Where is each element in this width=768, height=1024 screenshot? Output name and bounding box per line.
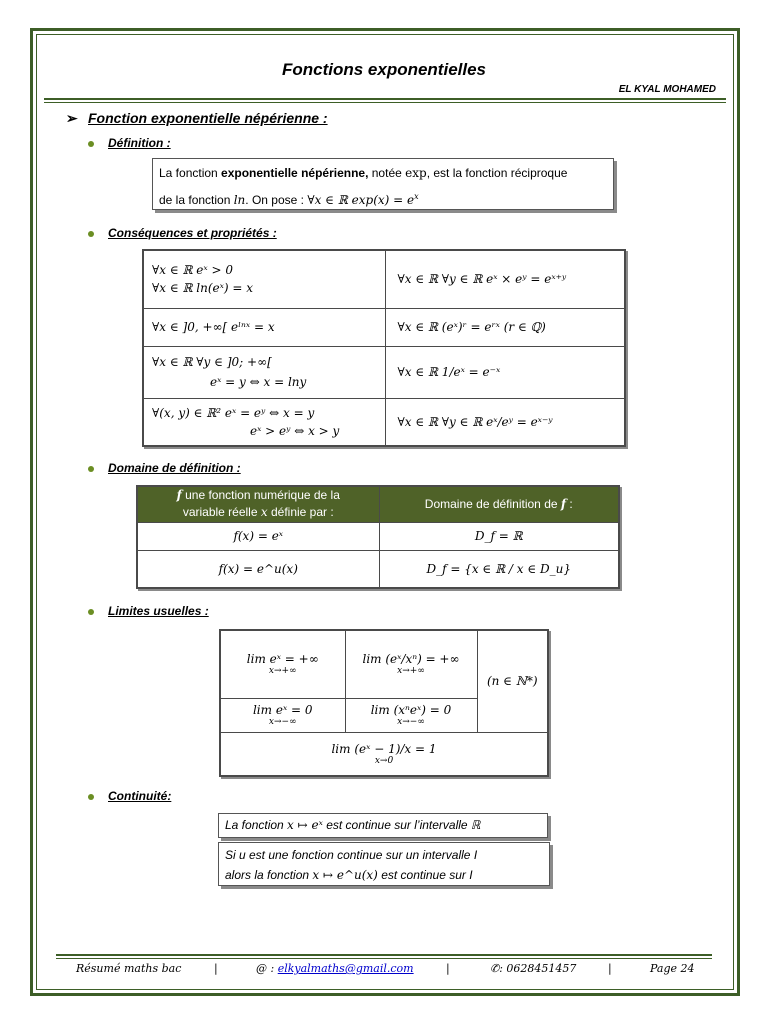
text: Domaine de définition de — [424, 497, 561, 512]
bullet-properties — [88, 226, 277, 240]
footer-left: Résumé maths bac — [76, 962, 182, 975]
author-name: EL KYAL MOHAMED — [618, 84, 716, 95]
text: La fonction — [159, 166, 222, 180]
continuity-box-1 — [218, 813, 548, 838]
text: de la fonction — [159, 193, 234, 207]
formula-subscript: x→−∞ — [268, 717, 297, 727]
formula-subscript: x→−∞ — [397, 717, 425, 727]
bullet-definition — [88, 136, 171, 150]
formula: (n ∈ ℕ*) — [477, 630, 548, 732]
bullet-dot-icon — [88, 466, 94, 472]
table-row — [143, 308, 625, 346]
text-line: Si u est une fonction continue sur un intervalle I — [225, 848, 478, 862]
formula: ∀x ∈ ℝ ∀y ∈ ℝ eˣ/eʸ = eˣ⁻ʸ — [385, 398, 625, 446]
text-line — [225, 865, 543, 885]
bullet-domain — [88, 461, 241, 475]
footer-email — [256, 962, 414, 975]
header-rule-thin — [44, 102, 726, 103]
text: une fonction numérique de la — [181, 488, 340, 503]
f-symbol: f — [560, 497, 567, 512]
formula: lim (eˣ − 1)/x = 1 — [331, 741, 437, 756]
table-cell — [143, 346, 385, 398]
bullet-dot-icon — [88, 231, 94, 237]
formula: ∀x ∈ ℝ ∀y ∈ ]0; +∞[ — [152, 355, 272, 369]
bullet-continuity — [88, 789, 171, 803]
formula: ∀x ∈ ℝ (eˣ)ʳ = eʳˣ (r ∈ ℚ) — [385, 308, 625, 346]
formula: eˣ = y ⇔ x = lny — [210, 375, 307, 389]
limits-table — [219, 629, 549, 777]
formula: f(x) = eˣ — [137, 522, 379, 550]
text-bold: exponentielle népérienne, — [221, 166, 369, 180]
exp-symbol: exp — [405, 166, 427, 180]
formula: eˣ > eʸ ⇔ x > y — [250, 423, 340, 438]
formula: f(x) = e^u(x) — [137, 550, 379, 588]
exponent: x — [414, 192, 419, 201]
formula: lim (xⁿeˣ) = 0 — [370, 703, 452, 717]
footer-rule-thin — [56, 958, 712, 959]
bullet-limits — [88, 604, 209, 618]
text: : — [566, 497, 573, 512]
continuity-box-2 — [218, 842, 550, 886]
definition-line-2 — [159, 185, 607, 212]
definition-formula: ∀x ∈ ℝ exp(x) = e — [307, 193, 415, 207]
formula: x ↦ e^u(x) — [312, 868, 378, 882]
formula: ∀(x, y) ∈ ℝ² eˣ = eʸ ⇔ x = y — [152, 405, 315, 420]
formula-subscript: x→+∞ — [397, 666, 425, 677]
table-cell — [345, 630, 477, 698]
table-cell — [220, 698, 345, 732]
page-title: Fonctions exponentielles — [281, 60, 487, 79]
domain-table — [136, 485, 620, 589]
formula-subscript: x→+∞ — [268, 666, 297, 677]
table-header-row — [137, 486, 619, 522]
text: variable réelle — [182, 505, 261, 520]
bullet-dot-icon — [88, 141, 94, 147]
table-row — [143, 346, 625, 398]
table-cell — [220, 732, 548, 776]
arrow-bullet-icon: ➢ — [66, 110, 78, 126]
formula: ∀x ∈ ℝ eˣ > 0 — [152, 263, 233, 278]
table-cell — [143, 398, 385, 446]
table-row — [143, 398, 625, 446]
at-icon: @ : — [256, 962, 278, 975]
formula: ∀x ∈ ℝ ln(eˣ) = x — [152, 281, 254, 296]
bullet-label: Définition : — [108, 136, 171, 150]
bullet-label: Continuité: — [108, 789, 172, 803]
formula-subscript: x→0 — [374, 755, 394, 766]
formula: ∀x ∈ ℝ 1/eˣ = e⁻ˣ — [385, 346, 625, 398]
table-row — [137, 522, 619, 550]
bullet-label: Limites usuelles : — [108, 604, 209, 618]
table-row — [220, 732, 548, 776]
definition-line-1 — [159, 161, 607, 185]
bullet-dot-icon — [88, 794, 94, 800]
table-header-cell — [137, 486, 379, 522]
text: est continue sur I — [377, 868, 473, 882]
formula: x ↦ eˣ — [287, 818, 323, 832]
email-link[interactable]: elkyalmaths@gmail.com — [277, 962, 414, 975]
text: notée — [368, 166, 406, 180]
footer-separator: | — [446, 962, 450, 975]
table-cell — [345, 698, 477, 732]
text: , est la fonction réciproque — [426, 166, 568, 180]
formula: lim eˣ = 0 — [252, 703, 313, 717]
table-cell — [220, 630, 345, 698]
text: définie par : — [267, 505, 334, 520]
text: . On pose : — [245, 193, 308, 207]
table-row — [220, 630, 548, 698]
formula: D_f = ℝ — [379, 522, 619, 550]
bullet-dot-icon — [88, 609, 94, 615]
x-symbol: x — [260, 505, 268, 520]
bullet-label: Conséquences et propriétés : — [108, 226, 277, 240]
section-heading — [66, 110, 328, 127]
text: La fonction — [225, 818, 288, 832]
formula: ∀x ∈ ]0, +∞[ eˡⁿˣ = x — [143, 308, 385, 346]
text: alors la fonction — [225, 868, 313, 882]
footer-phone: ✆: 0628451457 — [490, 962, 577, 975]
formula: lim eˣ = +∞ — [246, 652, 319, 667]
text: est continue sur l’intervalle ℝ — [322, 818, 481, 832]
footer-rule — [56, 954, 712, 956]
formula: D_f = {x ∈ ℝ / x ∈ D_u} — [379, 550, 619, 588]
table-header-cell — [379, 486, 619, 522]
definition-box — [152, 158, 614, 210]
footer-separator: | — [608, 962, 612, 975]
ln-symbol: ln — [233, 193, 246, 207]
table-row — [143, 250, 625, 308]
table-row — [137, 550, 619, 588]
formula: lim (eˣ/xⁿ) = +∞ — [362, 652, 460, 667]
section-title: Fonction exponentielle népérienne : — [88, 110, 328, 126]
bullet-label: Domaine de définition : — [108, 461, 241, 475]
properties-table — [142, 249, 626, 447]
table-cell — [143, 250, 385, 308]
footer-page-number: Page 24 — [650, 962, 695, 975]
f-symbol: f — [176, 488, 182, 503]
formula: ∀x ∈ ℝ ∀y ∈ ℝ eˣ × eʸ = eˣ⁺ʸ — [385, 250, 625, 308]
header-rule — [44, 98, 726, 100]
footer-separator: | — [214, 962, 218, 975]
